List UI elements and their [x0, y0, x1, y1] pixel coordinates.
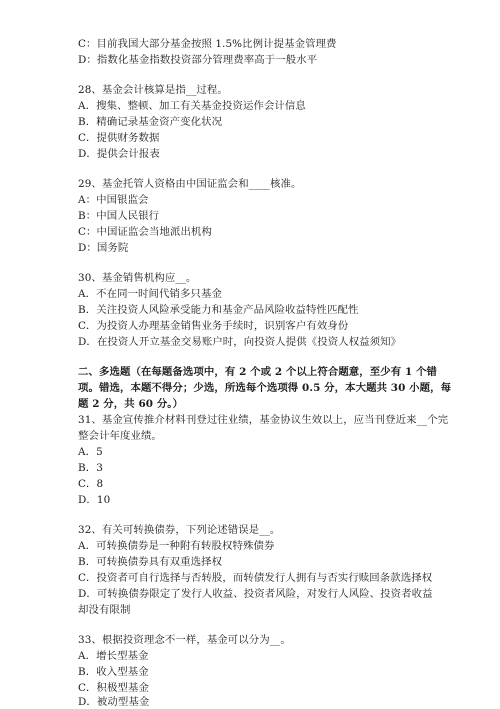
section-heading-line3: 题 2 分，共 60 分。） [78, 398, 184, 410]
question-29-stem: 29、基金托管人资格由中国证监会和____核准。 [78, 178, 302, 190]
option-c: C：目前我国大部分基金按照 1.5%比例计提基金管理费 [78, 38, 337, 50]
question-30-option-d: D．在投资人开立基金交易账户时，向投资人提供《投资人权益须知》 [78, 336, 402, 348]
question-31-option-b: B．3 [78, 462, 103, 474]
question-31-option-a: A．5 [78, 446, 103, 458]
question-29-option-b: B：中国人民银行 [78, 210, 160, 222]
section-heading-line1: 二、多选题（在每题备选项中，有 2 个或 2 个以上符合题意，至少有 1 个错 [78, 366, 438, 378]
question-28-option-b: B．精确记录基金资产变化状况 [78, 116, 223, 128]
question-29-option-d: D：国务院 [78, 242, 129, 254]
question-29-option-c: C：中国证监会当地派出机构 [78, 226, 212, 238]
option-d: D：指数化基金指数投资部分管理费率高于一般水平 [78, 54, 318, 66]
question-33-option-a: A．增长型基金 [78, 650, 149, 662]
question-30-option-c: C．为投资人办理基金销售业务手续时，识别客户有效身份 [78, 320, 349, 332]
question-28-stem: 28、基金会计核算是指__过程。 [78, 84, 228, 96]
question-30-stem: 30、基金销售机构应__。 [78, 272, 197, 284]
question-31-stem-line2: 整会计年度业绩。 [78, 430, 162, 442]
question-33-option-c: C．积极型基金 [78, 682, 149, 694]
question-32-option-d-line2: 却没有限制 [78, 604, 131, 616]
question-28-option-a: A．搜集、整顿、加工有关基金投资运作会计信息 [78, 100, 306, 112]
question-31-stem-line1: 31、基金宣传推介材料刊登过往业绩，基金协议生效以上，应当刊登近来__个完 [78, 414, 449, 426]
question-32-option-a: A．可转换债券是一种附有转股权特殊债券 [78, 540, 275, 552]
question-33-option-d: D．被动型基金 [78, 696, 150, 708]
question-31-option-c: C．8 [78, 478, 104, 490]
question-32-option-c: C．投资者可自行选择与否转股，而转债发行人拥有与否实行赎回条款选择权 [78, 572, 433, 584]
question-29-option-a: A：中国银监会 [78, 194, 149, 206]
section-heading-line2: 项。错选，本题不得分；少选，所选每个选项得 0.5 分，本大题共 30 小题，每 [78, 382, 452, 394]
question-30-option-b: B．关注投资人风险承受能力和基金产品风险收益特性匹配性 [78, 304, 359, 316]
question-32-option-d-line1: D．可转换债券限定了发行人收益、投资者风险，对发行人风险、投资者收益 [78, 588, 433, 600]
question-33-option-b: B．收入型基金 [78, 666, 149, 678]
question-28-option-d: D．提供会计报表 [78, 148, 160, 160]
question-28-option-c: C．提供财务数据 [78, 132, 160, 144]
question-30-option-a: A．不在同一时间代销多只基金 [78, 288, 222, 300]
question-32-option-b: B．可转换债券具有双重选择权 [78, 556, 223, 568]
question-32-stem: 32、有关可转换债券，下列论述错误是__。 [78, 524, 281, 536]
question-33-stem: 33、根据投资理念不一样，基金可以分为__。 [78, 634, 291, 646]
question-31-option-d: D．10 [78, 494, 111, 506]
